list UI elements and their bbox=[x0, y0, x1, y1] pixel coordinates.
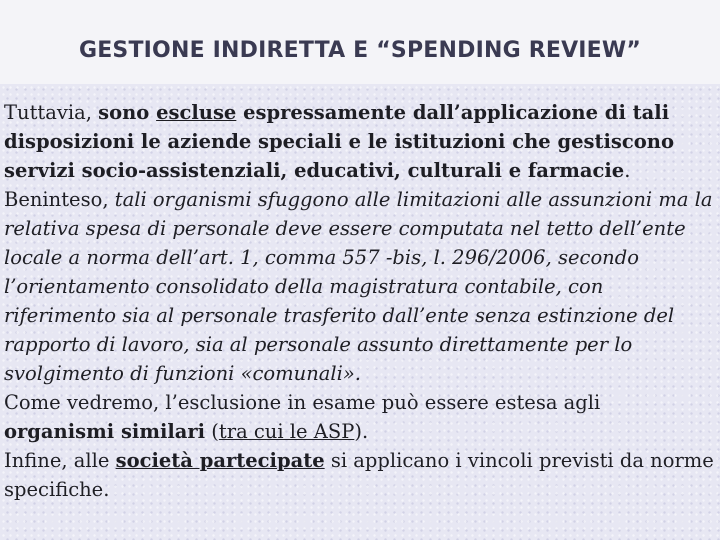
text-run-organismi-similari: organismi similari bbox=[4, 420, 206, 443]
text-run: si applicano i vincoli previsti da norme specifiche. bbox=[4, 449, 714, 501]
paragraph-partecipate bbox=[4, 446, 716, 504]
text-run: Infine, alle bbox=[4, 449, 116, 472]
text-run: ( bbox=[205, 420, 219, 443]
text-run: Tuttavia, bbox=[4, 101, 99, 124]
text-run: Come vedremo, l’esclusione in esame può essere estesa agli bbox=[4, 391, 601, 414]
slide-body bbox=[4, 98, 716, 504]
text-run-societa-partecipate: società partecipate bbox=[115, 449, 325, 472]
text-run: ). bbox=[354, 420, 369, 443]
text-run-bold: espressamente dall’applicazione di tali disposizioni le aziende speciali e le istituzioni che gestiscono servizi socio-assistenziali, educativi, culturali e farmacie bbox=[4, 101, 674, 182]
text-run: . Beninteso, bbox=[4, 159, 631, 211]
title-box bbox=[0, 0, 720, 84]
text-run-asp: tra cui le ASP bbox=[218, 420, 355, 443]
paragraph-exclusions bbox=[4, 98, 716, 388]
text-run-italic: tali organismi sfuggono alle limitazioni alle assunzioni ma la relativa spesa di personale deve essere computata nel tetto dell’ente locale a norma dell’art. 1, comma 557 -bis, l. 296/2006, secondo l’orientamento consolidato della magistratura contabile, con riferimento sia al personale trasferito dall’ente senza estinzione del rapporto di lavoro, sia al personale assunto direttamente per lo svolgimento di funzioni «comunali». bbox=[4, 188, 713, 385]
text-run-escluse: escluse bbox=[156, 101, 237, 124]
text-run-bold: sono bbox=[98, 101, 157, 124]
slide-title: GESTIONE INDIRETTA E “SPENDING REVIEW” bbox=[78, 38, 642, 63]
paragraph-similar-bodies bbox=[4, 388, 716, 446]
